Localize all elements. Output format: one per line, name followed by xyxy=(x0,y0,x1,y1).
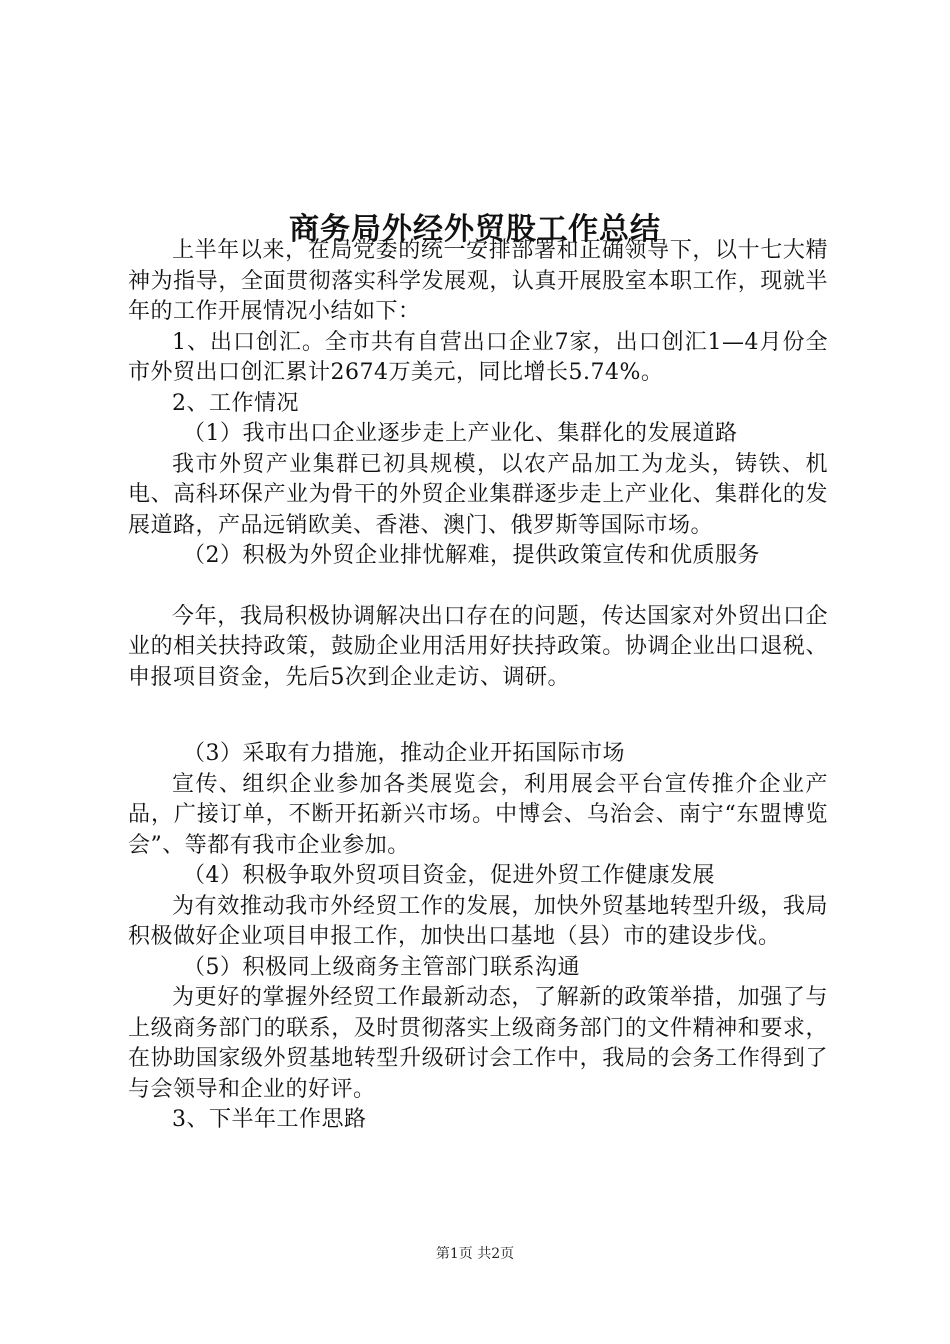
document-title: 商务局外经外贸股工作总结 xyxy=(289,212,661,248)
paragraph-exhibitions: 宣传、组织企业参加各类展览会，利用展会平台宣传推介企业产品，广接订单，不断开拓新兴市场。中博会、乌治会、南宁“东盟博览会”、等都有我市企业参加。 xyxy=(128,771,828,858)
subheading-4: （4）积极争取外贸项目资金，促进外贸工作健康发展 xyxy=(183,863,715,888)
subheading-2: （2）积极为外贸企业排忧解难，提供政策宣传和优质服务 xyxy=(183,543,760,568)
paragraph-industry-cluster: 我市外贸产业集群已初具规模，以农产品加工为龙头，铸铁、机电、高科环保产业为骨干的外贸企业集群逐步走上产业化、集群化的发展道路，产品远销欧美、香港、澳门、俄罗斯等国际市场。 xyxy=(128,451,828,538)
subheading-1: （1）我市出口企业逐步走上产业化、集群化的发展道路 xyxy=(183,421,738,446)
document-body xyxy=(128,236,828,1136)
paragraph-communication: 为更好的掌握外经贸工作最新动态，了解新的政策举措，加强了与上级商务部门的联系，及时贯彻落实上级商务部门的文件精神和要求，在协助国家级外贸基地转型升级研讨会工作中，我局的会务工作得到了与会领导和企业的好评。 xyxy=(128,985,828,1102)
paragraph-policy-service: 今年，我局积极协调解决出口存在的问题，传达国家对外贸出口企业的相关扶持政策，鼓励企业用活用好扶持政策。协调企业出口退税、申报项目资金，先后5次到企业走访、调研。 xyxy=(128,603,828,690)
subheading-5: （5）积极同上级商务主管部门联系沟通 xyxy=(183,954,580,980)
subheading-3: （3）采取有力措施，推动企业开拓国际市场 xyxy=(183,741,625,766)
paragraph-project-funding: 为有效推动我市外经贸工作的发展，加快外贸基地转型升级，我局积极做好企业项目申报工作，加快出口基地（县）市的建设步伐。 xyxy=(128,893,828,949)
section-heading-work-status: 2、工作情况 xyxy=(172,390,299,416)
section-heading-second-half: 3、下半年工作思路 xyxy=(172,1107,367,1132)
intro-paragraph: 上半年以来，在局党委的统一安排部署和正确领导下，以十七大精神为指导，全面贯彻落实科学发展观，认真开展股室本职工作，现就半年的工作开展情况小结如下： xyxy=(128,238,828,324)
export-earnings-paragraph: 1、出口创汇。全市共有自营出口企业7家，出口创汇1—4月份全市外贸出口创汇累计2674万美元，同比增长5.74%。 xyxy=(128,329,828,385)
page-number-footer: 第1页 共2页 xyxy=(435,1246,515,1262)
